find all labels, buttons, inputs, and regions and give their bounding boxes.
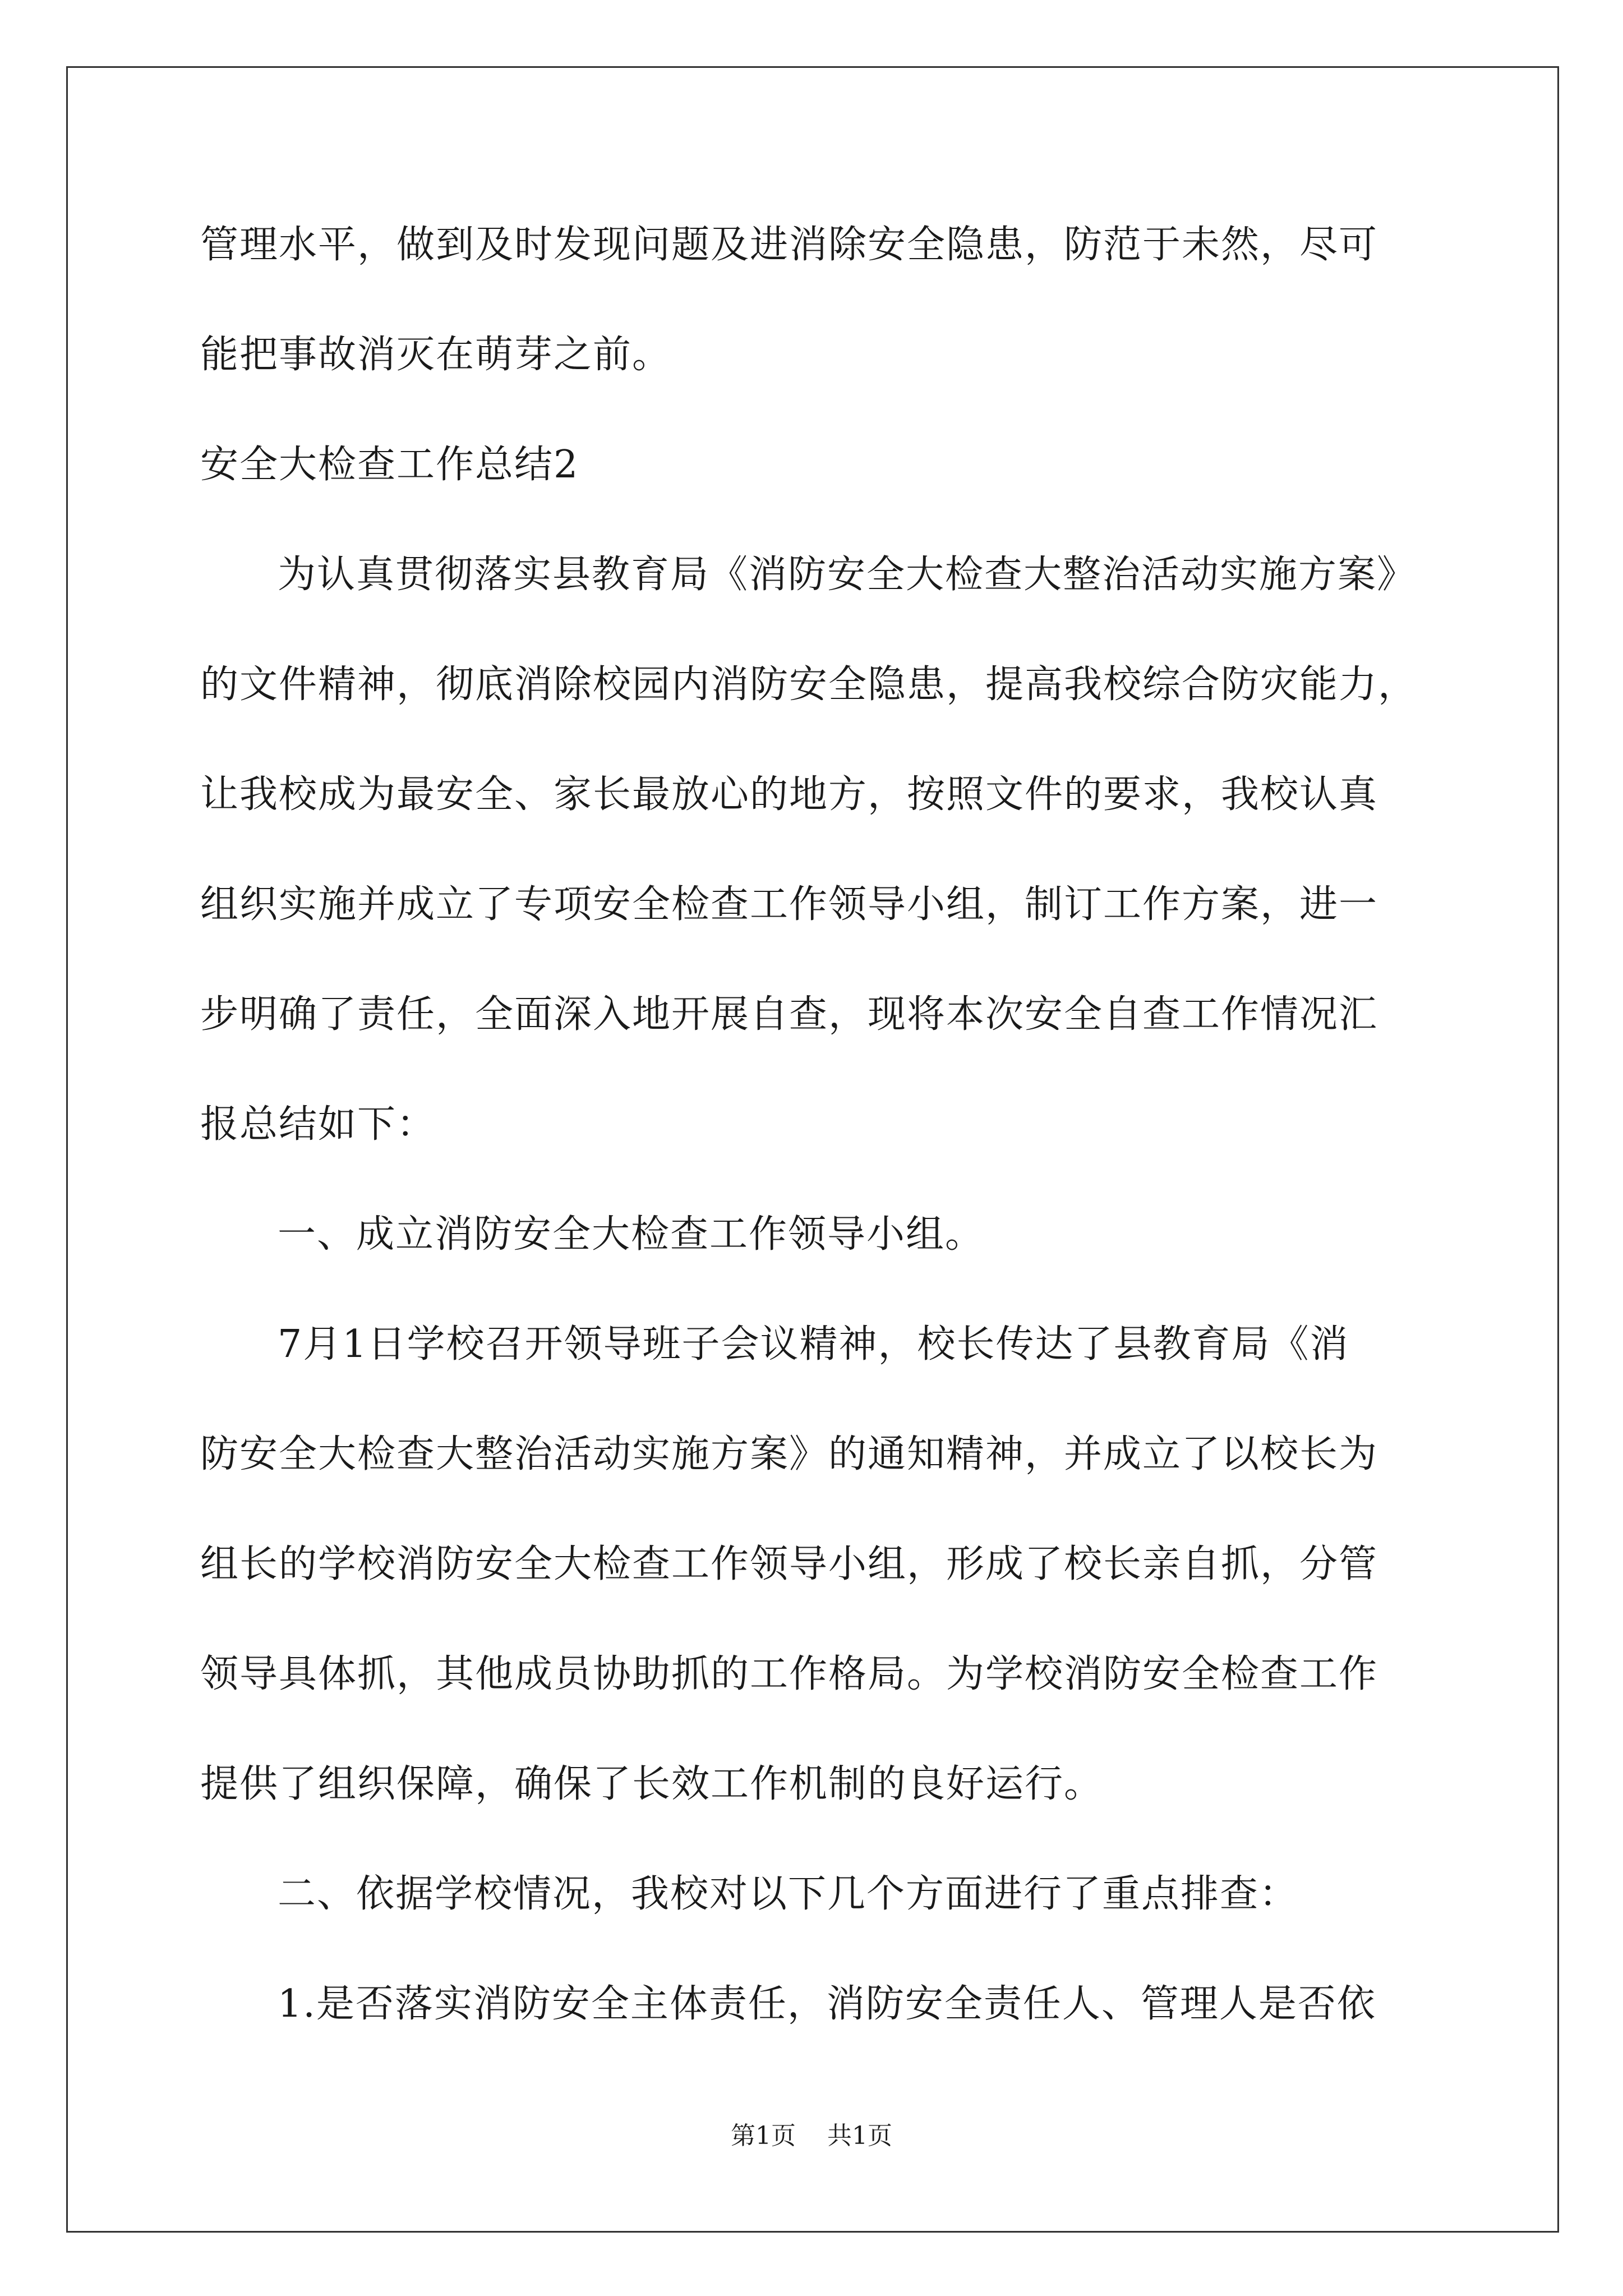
text-line: 步明确了责任，全面深入地开展自查，现将本次安全自查工作情况汇 [200,992,1378,1037]
paragraph-first-line: 为认真贯彻落实县教育局《消防安全大检查大整治活动实施方案》 [278,553,1417,597]
text-line: 的文件精神，彻底消除校园内消防安全隐患，提高我校综合防灾能力， [200,662,1418,707]
text-line: 让我校成为最安全、家长最放心的地方，按照文件的要求，我校认真 [200,772,1378,817]
text-line: 组织实施并成立了专项安全检查工作领导小组，制订工作方案，进一 [200,882,1378,927]
page-number: 第1页 [731,2122,796,2150]
text-line: 组长的学校消防安全大检查工作领导小组，形成了校长亲自抓，分管 [200,1542,1378,1586]
paragraph-first-line: 7月1日学校召开领导班子会议精神，校长传达了县教育局《消 [278,1322,1349,1366]
subsection-heading: 二、依据学校情况，我校对以下几个方面进行了重点排查： [278,1872,1299,1916]
text-line: 提供了组织保障，确保了长效工作机制的良好运行。 [200,1762,1104,1806]
page-footer [0,2119,1623,2153]
text-line: 领导具体抓，其他成员协助抓的工作格局。为学校消防安全检查工作 [200,1652,1378,1696]
section-heading: 安全大检查工作总结2 [200,443,579,487]
document-body [200,218,1426,2087]
page-total: 共1页 [827,2122,892,2150]
text-line: 能把事故消灭在萌芽之前。 [200,333,672,377]
subsection-heading: 一、成立消防安全大检查工作领导小组。 [278,1212,985,1257]
text-line: 报总结如下： [200,1102,436,1147]
text-line: 管理水平，做到及时发现问题及进消除安全隐患，防范于未然，尽可 [200,223,1378,267]
text-line: 防安全大检查大整治活动实施方案》的通知精神，并成立了以校长为 [200,1432,1378,1476]
paragraph-first-line: 1.是否落实消防安全主体责任，消防安全责任人、管理人是否依 [278,1982,1376,2026]
